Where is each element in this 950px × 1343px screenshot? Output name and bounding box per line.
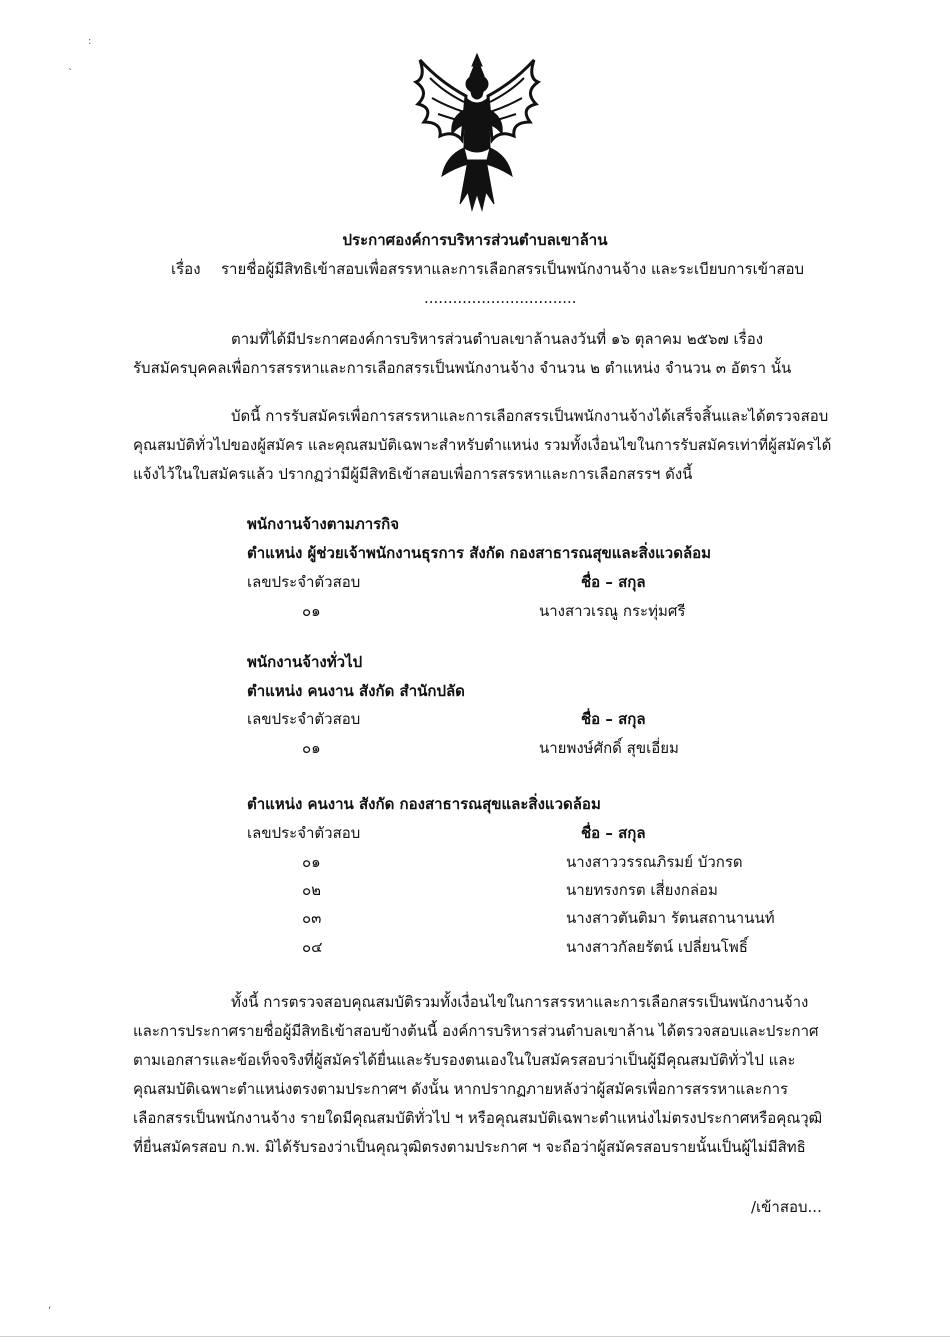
subject-label: เรื่อง <box>171 260 201 278</box>
group2-col-name: ชื่อ – สกุล <box>581 710 646 728</box>
group2-row-1-name: นายพงษ์ศักดิ์ สุขเอี่ยม <box>539 739 679 757</box>
group2-employee-type: พนักงานจ้างทั่วไป <box>247 653 363 671</box>
body2-line-3: ตามเอกสารและข้อเท็จจริงที่ผู้สมัครได้ยื่นและรับรองตนเองในใบสมัครสอบว่าเป็นผู้มีคุณสมบัติทั่วไป และ <box>133 1051 796 1069</box>
body1-line-1: บัดนี้ การรับสมัครเพื่อการสรรหาและการเลือกสรรเป็นพนักงานจ้างได้เสร็จสิ้นและได้ตรวจสอบ <box>231 407 829 425</box>
group2-position: ตำแหน่ง คนงาน สังกัด สำนักปลัด <box>247 682 465 700</box>
group3-row-3-id: ๐๓ <box>302 909 322 927</box>
group3-row-4-name: นางสาวกัลยรัตน์ เปลี่ยนโพธิ์ <box>566 938 748 956</box>
group1-col-name: ชื่อ – สกุล <box>581 573 646 591</box>
body2-line-5: เลือกสรรเป็นพนักงานจ้าง รายใดมีคุณสมบัติทั่วไป ฯ หรือคุณสมบัติเฉพาะตำแหน่งไม่ตรงประกาศหรือคุณวุฒิ <box>133 1109 823 1127</box>
announcement-title: ประกาศองค์การบริหารส่วนตำบลเขาล้าน <box>342 231 608 249</box>
intro-line-1: ตามที่ได้มีประกาศองค์การบริหารส่วนตำบลเขาล้านลงวันที่ ๑๖ ตุลาคม ๒๕๖๗ เรื่อง <box>231 330 764 348</box>
body2-line-6: ที่ยื่นสมัครสอบ ก.พ. มิได้รับรองว่าเป็นคุณวุฒิตรงตามประกาศ ฯ จะถือว่าผู้สมัครสอบรายนั้นเป็นผู้ไม่มีสิทธิ <box>133 1138 806 1156</box>
group3-col-exam-id: เลขประจำตัวสอบ <box>247 824 361 842</box>
header-separator: ................................ <box>424 289 577 307</box>
group3-row-1-id: ๐๑ <box>302 853 321 871</box>
body2-line-1: ทั้งนี้ การตรวจสอบคุณสมบัติรวมทั้งเงื่อนไขในการสรรหาและการเลือกสรรเป็นพนักงานจ้าง <box>231 993 809 1011</box>
group3-col-name: ชื่อ – สกุล <box>581 824 646 842</box>
group1-position: ตำแหน่ง ผู้ช่วยเจ้าพนักงานธุรการ สังกัด กองสาธารณสุขและสิ่งแวดล้อม <box>247 544 712 562</box>
body2-line-4: คุณสมบัติเฉพาะตำแหน่งตรงตามประกาศฯ ดังนั้น หากปรากฏภายหลังว่าผู้สมัครเพื่อการสรรหาและการ <box>133 1080 789 1098</box>
group2-row-1-id: ๐๑ <box>302 739 321 757</box>
group3-row-2-id: ๐๒ <box>302 881 322 899</box>
scan-speck: : <box>88 36 92 47</box>
scan-speck: ` <box>68 68 73 79</box>
group2-col-exam-id: เลขประจำตัวสอบ <box>247 710 361 728</box>
scan-speck: , <box>48 1300 52 1311</box>
body1-line-2: คุณสมบัติทั่วไปของผู้สมัคร และคุณสมบัติเฉพาะสำหรับตำแหน่ง รวมทั้งเงื่อนไขในการรับสมัครเท่าที่ผู้สมัครได้ <box>133 436 832 454</box>
group3-row-2-name: นายทรงกรต เสี่ยงกล่อม <box>566 881 718 899</box>
group1-row-1-name: นางสาวเรณู กระทุ่มศรี <box>539 602 686 620</box>
intro-line-2: รับสมัครบุคคลเพื่อการสรรหาและการเลือกสรรเป็นพนักงานจ้าง จำนวน ๒ ตำแหน่ง จำนวน ๓ อัตรา นั้น <box>133 359 792 377</box>
scan-bottom-edge <box>0 1336 950 1337</box>
group3-row-4-id: ๐๔ <box>302 938 323 956</box>
subject-text: รายชื่อผู้มีสิทธิเข้าสอบเพื่อสรรหาและการเลือกสรรเป็นพนักงานจ้าง และระเบียบการเข้าสอบ <box>221 260 805 278</box>
group3-position: ตำแหน่ง คนงาน สังกัด กองสาธารณสุขและสิ่งแวดล้อม <box>247 795 601 813</box>
group1-employee-type: พนักงานจ้างตามภารกิจ <box>247 515 400 533</box>
group3-row-3-name: นางสาวตันติมา รัตนสถานานนท์ <box>566 909 775 927</box>
continuation-marker: /เข้าสอบ... <box>751 1198 822 1216</box>
group3-row-1-name: นางสาววรรณภิรมย์ บัวกรด <box>566 853 743 871</box>
garuda-emblem-icon <box>410 52 544 212</box>
group1-col-exam-id: เลขประจำตัวสอบ <box>247 573 361 591</box>
body2-line-2: และการประกาศรายชื่อผู้มีสิทธิเข้าสอบข้างต้นนี้ องค์การบริหารส่วนตำบลเขาล้าน ได้ตรวจสอบและประกาศ <box>133 1022 819 1040</box>
group1-row-1-id: ๐๑ <box>302 602 321 620</box>
body1-line-3: แจ้งไว้ในใบสมัครแล้ว ปรากฏว่ามีผู้มีสิทธิเข้าสอบเพื่อการสรรหาและการเลือกสรรฯ ดังนี้ <box>133 465 693 483</box>
